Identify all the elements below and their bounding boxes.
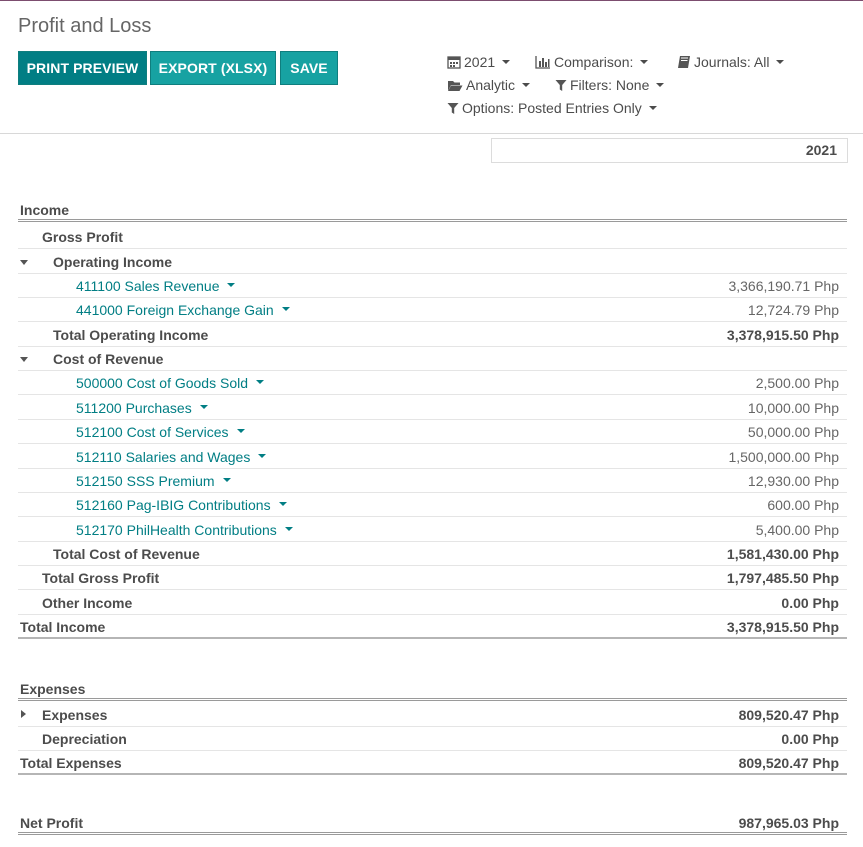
caret-down-icon[interactable]: [20, 357, 28, 362]
account-value: 5,400.00 Php: [755, 522, 839, 538]
total-expenses-row: [18, 751, 847, 775]
comparison-filter[interactable]: [535, 54, 648, 70]
total-expenses-value: 809,520.47 Php: [738, 755, 839, 771]
account-row[interactable]: [18, 396, 847, 420]
net-profit-value: 987,965.03 Php: [738, 815, 839, 831]
chevron-down-icon[interactable]: [282, 307, 290, 311]
other-income-value: 0.00 Php: [781, 595, 839, 611]
account-row[interactable]: [18, 493, 847, 517]
account-link[interactable]: 500000 Cost of Goods Sold: [76, 375, 264, 391]
account-row[interactable]: [18, 274, 847, 298]
chevron-down-icon[interactable]: [279, 502, 287, 506]
chevron-down-icon: [522, 83, 530, 87]
total-operating-income-row: [18, 323, 847, 347]
funnel-icon: [555, 79, 567, 92]
chevron-down-icon[interactable]: [223, 478, 231, 482]
account-link[interactable]: 512110 Salaries and Wages: [76, 449, 266, 465]
account-value: 12,930.00 Php: [747, 473, 839, 489]
operating-income-label: Operating Income: [53, 254, 173, 270]
account-link[interactable]: 512160 Pag-IBIG Contributions: [76, 497, 287, 513]
operating-income-row[interactable]: [18, 250, 847, 274]
depreciation-label: Depreciation: [42, 731, 127, 747]
account-value: 600.00 Php: [767, 497, 839, 513]
account-value: 1,500,000.00 Php: [728, 449, 839, 465]
total-income-row: [18, 615, 847, 639]
bar-chart-icon: [535, 55, 551, 69]
account-link[interactable]: 512170 PhilHealth Contributions: [76, 522, 293, 538]
filters-filter-label: Filters: None: [570, 77, 650, 93]
calendar-icon: [447, 55, 461, 69]
account-row[interactable]: [18, 371, 847, 395]
caret-right-icon[interactable]: [21, 710, 26, 718]
chevron-down-icon[interactable]: [237, 429, 245, 433]
print-preview-button[interactable]: PRINT PREVIEW: [18, 51, 147, 85]
total-gross-profit-row: [18, 566, 847, 590]
account-row[interactable]: [18, 445, 847, 469]
depreciation-value: 0.00 Php: [781, 731, 839, 747]
cost-of-revenue-row[interactable]: [18, 347, 847, 371]
net-profit-label: Net Profit: [20, 815, 83, 831]
total-operating-income-value: 3,378,915.50 Php: [726, 327, 839, 343]
account-value: 50,000.00 Php: [747, 424, 839, 440]
account-link[interactable]: 411100 Sales Revenue: [76, 278, 235, 294]
save-button[interactable]: SAVE: [280, 51, 338, 85]
filters-filter[interactable]: [555, 77, 664, 93]
depreciation-row: [18, 727, 847, 751]
top-accent-line: [0, 0, 863, 1]
total-operating-income-label: Total Operating Income: [53, 327, 209, 343]
folder-open-icon: [447, 79, 463, 92]
account-row[interactable]: [18, 298, 847, 322]
gross-profit-label: Gross Profit: [42, 229, 123, 245]
total-cost-of-revenue-row: [18, 542, 847, 566]
options-filter[interactable]: [447, 100, 657, 116]
account-row[interactable]: [18, 420, 847, 444]
section-expenses: [18, 677, 847, 701]
total-cost-of-revenue-value: 1,581,430.00 Php: [726, 546, 839, 562]
account-value: 3,366,190.71 Php: [728, 278, 839, 294]
chevron-down-icon: [640, 60, 648, 64]
section-income-label: Income: [20, 202, 70, 218]
total-income-value: 3,378,915.50 Php: [726, 619, 839, 635]
chevron-down-icon[interactable]: [227, 283, 235, 287]
chevron-down-icon: [656, 83, 664, 87]
other-income-row: [18, 591, 847, 615]
account-value: 12,724.79 Php: [747, 302, 839, 318]
section-income: [18, 198, 847, 222]
chevron-down-icon[interactable]: [285, 527, 293, 531]
funnel-icon: [447, 102, 459, 115]
cost-of-revenue-label: Cost of Revenue: [53, 351, 164, 367]
date-filter[interactable]: [447, 54, 510, 70]
total-expenses-label: Total Expenses: [20, 755, 122, 771]
account-link[interactable]: 441000 Foreign Exchange Gain: [76, 302, 290, 318]
expenses-value: 809,520.47 Php: [738, 707, 839, 723]
analytic-filter-label: Analytic: [466, 77, 516, 93]
expenses-row[interactable]: [18, 703, 847, 727]
book-icon: [677, 55, 691, 69]
chevron-down-icon: [502, 60, 510, 64]
net-profit-row: [18, 811, 847, 835]
header-divider: [0, 133, 863, 134]
expenses-label: Expenses: [42, 707, 108, 723]
total-gross-profit-label: Total Gross Profit: [42, 570, 160, 586]
caret-down-icon[interactable]: [20, 260, 28, 265]
chevron-down-icon[interactable]: [200, 405, 208, 409]
journals-filter[interactable]: [677, 54, 784, 70]
gross-profit-row: [18, 225, 847, 249]
other-income-label: Other Income: [42, 595, 133, 611]
account-value: 10,000.00 Php: [747, 400, 839, 416]
account-link[interactable]: 512100 Cost of Services: [76, 424, 245, 440]
page-title: Profit and Loss: [18, 15, 152, 37]
date-filter-label: 2021: [464, 54, 496, 70]
chevron-down-icon: [649, 106, 657, 110]
chevron-down-icon[interactable]: [258, 454, 266, 458]
total-cost-of-revenue-label: Total Cost of Revenue: [53, 546, 200, 562]
comparison-filter-label: Comparison:: [554, 54, 634, 70]
total-gross-profit-value: 1,797,485.50 Php: [726, 570, 839, 586]
section-expenses-label: Expenses: [20, 681, 86, 697]
journals-filter-label: Journals: All: [694, 54, 770, 70]
account-link[interactable]: 512150 SSS Premium: [76, 473, 231, 489]
account-link[interactable]: 511200 Purchases: [76, 400, 208, 416]
analytic-filter[interactable]: [447, 77, 530, 93]
chevron-down-icon: [776, 60, 784, 64]
export-xlsx-button[interactable]: EXPORT (XLSX): [150, 51, 276, 85]
account-row[interactable]: [18, 469, 847, 493]
options-filter-label: Options: Posted Entries Only: [462, 100, 642, 116]
account-row[interactable]: [18, 518, 847, 542]
total-income-label: Total Income: [20, 619, 106, 635]
account-value: 2,500.00 Php: [755, 375, 839, 391]
chevron-down-icon[interactable]: [256, 380, 264, 384]
column-header-year: 2021: [491, 138, 848, 163]
